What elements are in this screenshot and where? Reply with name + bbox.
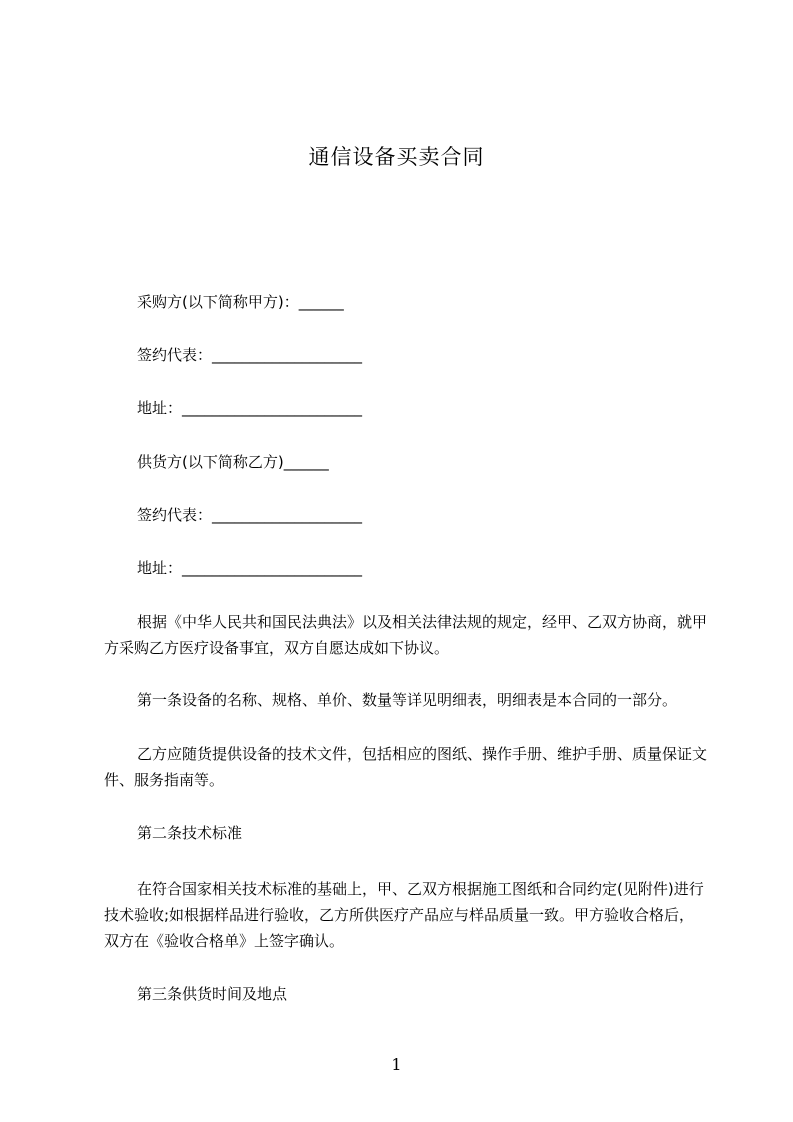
page-number: 1: [391, 1055, 402, 1074]
article1-paragraph: 第一条设备的名称、规格、单价、数量等详见明细表，明细表是本合同的一部分。: [137, 691, 678, 709]
article2-heading: 第二条技术标准: [137, 824, 243, 842]
seller-line: 供货方(以下简称乙方)______: [137, 453, 329, 471]
seller-representative-line: 签约代表：____________________: [137, 506, 363, 524]
buyer-representative-line: 签约代表：____________________: [137, 346, 363, 364]
article2-body-paragraph: 在符合国家相关技术标准的基础上，甲、乙双方根据施工图纸和合同约定(见附件)进行技术验收;如根据样品进行验收，乙方所供医疗产品应与样品质量一致。甲方验收合格后，双方在《验收合格单》上签字确认。: [104, 880, 704, 950]
article1-docs-paragraph: 乙方应随货提供设备的技术文件，包括相应的图纸、操作手册、维护手册、质量保证文件、服务指南等。: [104, 745, 708, 789]
document-title: 通信设备买卖合同: [308, 145, 485, 169]
article3-heading: 第三条供货时间及地点: [137, 985, 288, 1003]
seller-address-line: 地址：________________________: [137, 559, 363, 577]
intro-paragraph: 根据《中华人民共和国民法典法》以及相关法律法规的规定，经甲、乙双方协商，就甲方采购乙方医疗设备事宜，双方自愿达成如下协议。: [104, 613, 708, 657]
buyer-line: 采购方(以下简称甲方)：______: [137, 293, 344, 311]
buyer-address-line: 地址：________________________: [137, 399, 363, 417]
